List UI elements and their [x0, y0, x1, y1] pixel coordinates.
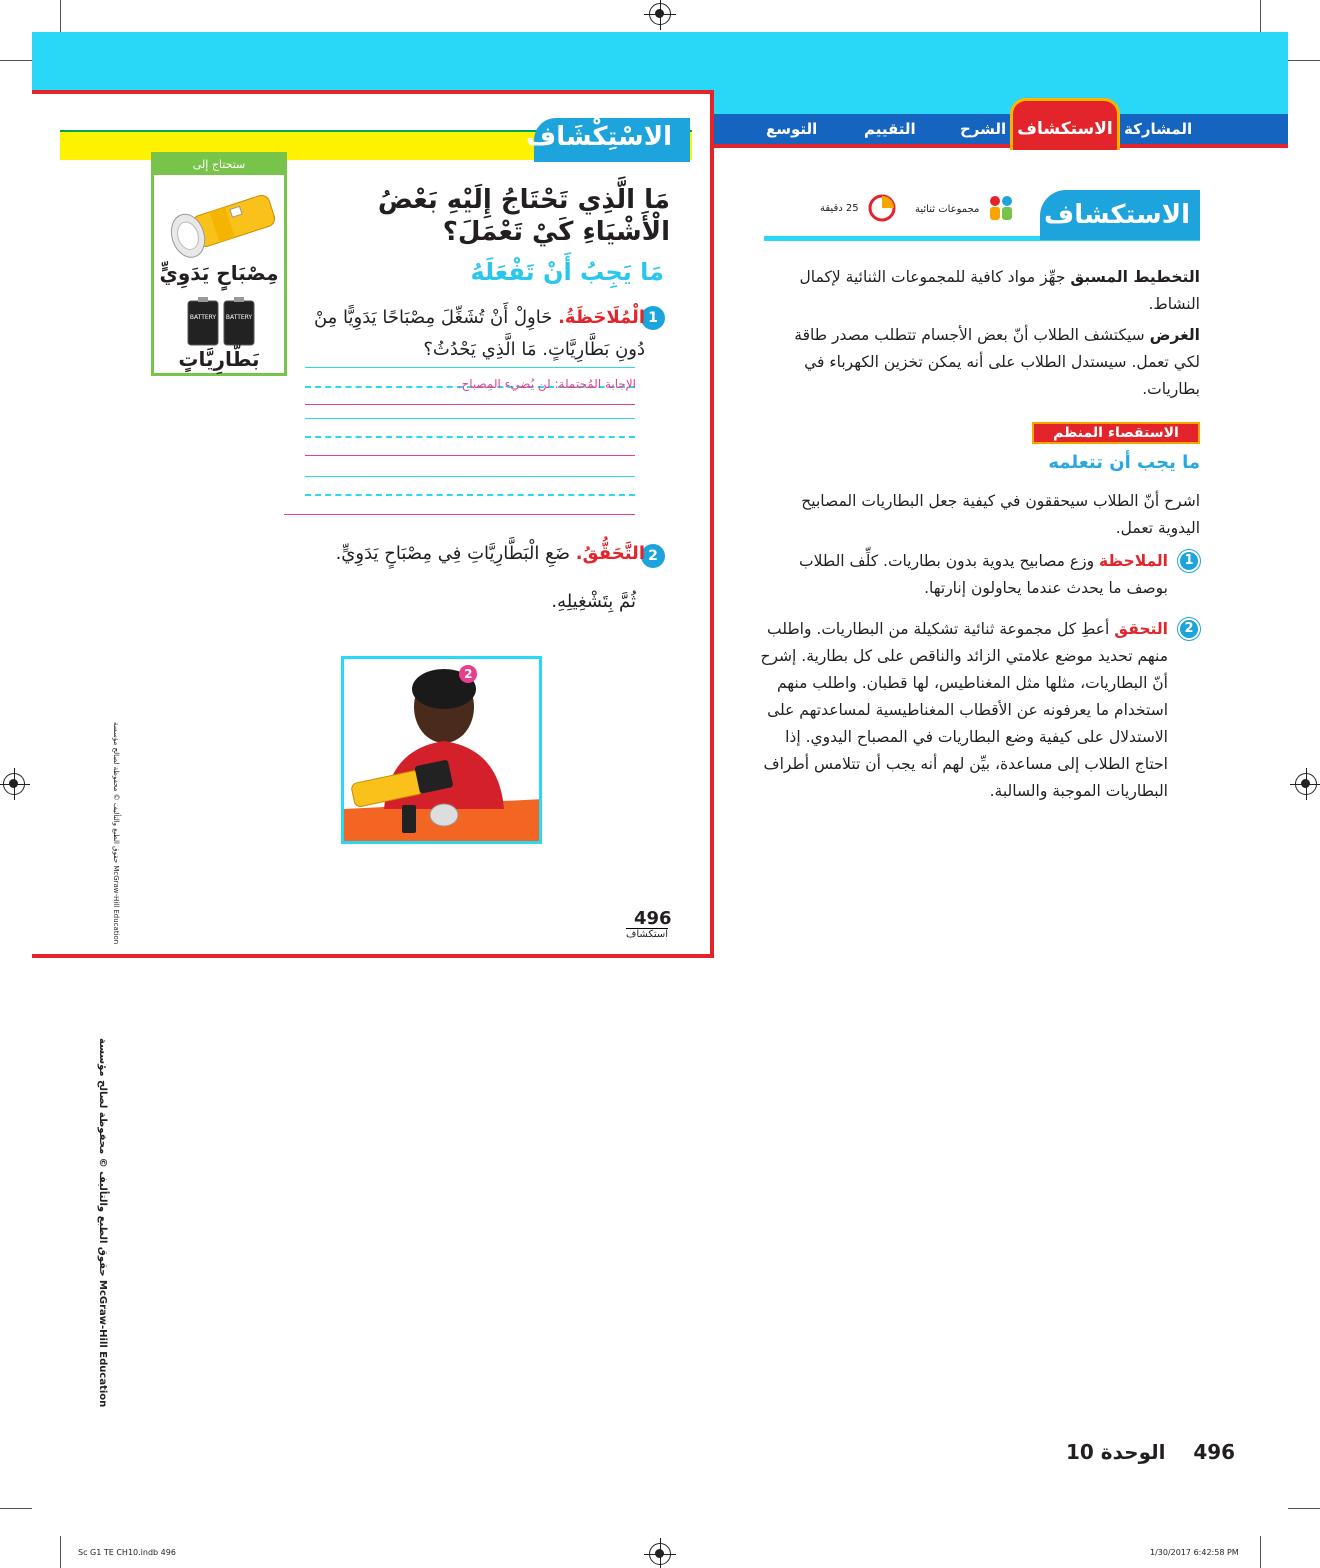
teacher-page-number: 496	[1193, 1440, 1236, 1464]
student-photo	[341, 656, 542, 844]
photo-step-tag	[459, 665, 533, 683]
teacher-header	[1040, 190, 1200, 240]
registration-mark-icon	[649, 1543, 671, 1565]
tab-explore-active[interactable]	[1010, 98, 1120, 150]
answer-line	[284, 514, 635, 515]
pairs-icon	[985, 192, 1017, 224]
battery-text-1: BATTERY	[189, 314, 217, 321]
crop-mark	[1260, 0, 1261, 32]
step-1-label: الْمُلَاحَظَةُ.	[558, 307, 645, 328]
crop-mark	[1288, 60, 1320, 61]
answer-line	[305, 404, 635, 405]
flashlight-label: مِصْبَاحٍ يَدَوِيٍّ	[159, 261, 279, 285]
slug-date: 1/30/2017 6:42:58 PM	[1150, 1548, 1239, 1557]
tab-elaborate[interactable]: التوسع	[766, 120, 818, 138]
registration-mark-icon	[1295, 773, 1317, 795]
planning-paragraph	[764, 264, 1200, 318]
teacher-step-2-number: 2	[1178, 618, 1200, 640]
teacher-step-2-label: التحقق	[1114, 620, 1168, 638]
purpose-label: الغرض	[1149, 326, 1200, 344]
answer-line	[305, 494, 635, 496]
student-credit: حقوق الطبع والتأليف © محفوظة لصالح مؤسسة McGraw-Hill Education	[112, 722, 120, 945]
student-page-section: استكشاف	[626, 929, 669, 940]
purpose-paragraph	[764, 322, 1200, 403]
answer-line	[305, 436, 635, 438]
materials-heading: ستحتاج إلى	[154, 155, 284, 175]
student-banner-title: الاسْتِكْشَاف	[526, 122, 672, 152]
teacher-footer	[1066, 1440, 1235, 1464]
crop-mark	[60, 0, 61, 32]
groups-label: مجموعات ثنائية	[915, 204, 980, 215]
teacher-step-1-label: الملاحظة	[1099, 552, 1168, 570]
planning-text: جهِّز مواد كافية للمجموعات الثنائية لإكمال النشاط.	[799, 268, 1200, 313]
crop-mark	[1260, 1536, 1261, 1568]
sample-answer: الإجابة المُحتملة: لن يُضيء المِصباح.	[457, 377, 636, 391]
batteries-label: بَطَّارِيَّاتٍ	[178, 347, 260, 371]
answer-line	[305, 367, 635, 368]
student-step-1	[300, 302, 645, 366]
crop-mark	[0, 60, 32, 61]
student-step-2	[285, 538, 645, 570]
student-banner	[526, 118, 690, 162]
answer-line	[305, 476, 635, 477]
structured-inquiry-label: الاستقصاء المنظم	[1032, 422, 1200, 444]
tab-explore-label: الاستكشاف	[1017, 119, 1113, 139]
battery-text-2: BATTERY	[225, 314, 253, 321]
materials-box	[151, 152, 287, 376]
tab-explain[interactable]: الشرح	[960, 120, 1007, 138]
tab-evaluate[interactable]: التقييم	[864, 120, 916, 138]
tab-engage[interactable]: المشاركة	[1124, 120, 1193, 138]
teacher-step-1	[764, 548, 1168, 602]
crop-mark	[0, 1508, 32, 1509]
step-2-number: 2	[641, 544, 665, 568]
what-to-learn-heading: ما يجب أن تتعلمه	[1048, 452, 1200, 473]
teacher-step-1-number: 1	[1178, 550, 1200, 572]
batteries-icon	[186, 297, 258, 347]
page-credit: حقوق الطبع والتأليف © محفوظة لصالح مؤسسة McGraw-Hill Education	[97, 1038, 108, 1408]
teacher-step-2-text: أعطِ كل مجموعة ثنائية تشكيلة من البطاريات. واطلب منهم تحديد موضع علامتي الزائد والناقص على كل بطارية. إشرح أنّ البطاريات، مثلها مثل المغناطيس، لها قطبان. واطلب منهم استخدام ما يعرفونه عن الأقطاب المغناطيسية لمساعدتهم على الاستدلال على كيفية وضع البطاريات في المصباح اليدوي. إذا احتاج الطلاب إلى مساعدة، بيِّن لهم أنه يجب أن تتلامس أطراف البطاريات الموجبة والسالبة.	[760, 620, 1168, 800]
student-page-number: 496	[634, 908, 672, 929]
boy-with-flashlight-image	[344, 659, 542, 844]
step-1-text: حَاوِلْ أَنْ تُشَغِّلَ مِصْبَاحًا يَدَوِيًّا مِنْ دُونِ بَطَّارِيَّاتٍ. مَا الَّذِي يَحْدُثُ؟	[313, 307, 645, 360]
explain-paragraph: اشرح أنّ الطلاب سيحققون في كيفية جعل البطاريات المصابيح اليدوية تعمل.	[801, 492, 1200, 537]
student-step-2-cont: ثُمَّ بِتَشْغِيلِهِ.	[551, 591, 636, 612]
teacher-step-2	[754, 616, 1168, 805]
photo-step-number: 2	[459, 665, 477, 683]
answer-line	[305, 455, 635, 456]
teacher-header-title: الاستكشاف	[1044, 200, 1190, 230]
flashlight-icon	[164, 189, 278, 259]
planning-label: التخطيط المسبق	[1070, 268, 1200, 286]
teacher-step-1-text: وزع مصابيح يدوية بدون بطاريات. كلِّف الطلاب بوصف ما يحدث عندما يحاولون إنارتها.	[799, 552, 1168, 597]
section-nav	[714, 114, 1288, 148]
purpose-text: سيكتشف الطلاب أنّ بعض الأجسام تتطلب مصدر طاقة لكي تعمل. سيستدل الطلاب على أنه يمكن تخزين الكهرباء في بطاريات.	[794, 326, 1200, 398]
teacher-unit-label: الوحدة 10	[1066, 1440, 1166, 1464]
slug-file: Sc G1 TE CH10.indb 496	[78, 1548, 176, 1557]
clock-icon	[868, 194, 896, 222]
student-what-to-do: مَا يَجِبُ أَنْ تَفْعَلَهُ	[470, 258, 664, 286]
answer-line	[305, 418, 635, 419]
step-2-label: التَّحَقُّقُ.	[575, 543, 645, 564]
photo-step-word: الخُطوة	[482, 666, 533, 682]
student-question: مَا الَّذِي تَحْتَاجُ إِلَيْهِ بَعْضُ الْأَشْيَاءِ كَيْ تَعْمَلَ؟	[377, 185, 670, 247]
step-1-number: 1	[641, 306, 665, 330]
crop-mark	[60, 1536, 61, 1568]
registration-mark-icon	[649, 3, 671, 25]
crop-mark	[1288, 1508, 1320, 1509]
step-2-text: ضَعِ الْبَطَّارِيَّاتِ فِي مِصْبَاحٍ يَدَوِيٍّ.	[335, 543, 570, 564]
registration-mark-icon	[3, 773, 25, 795]
time-label: 25 دقيقة	[820, 203, 859, 214]
